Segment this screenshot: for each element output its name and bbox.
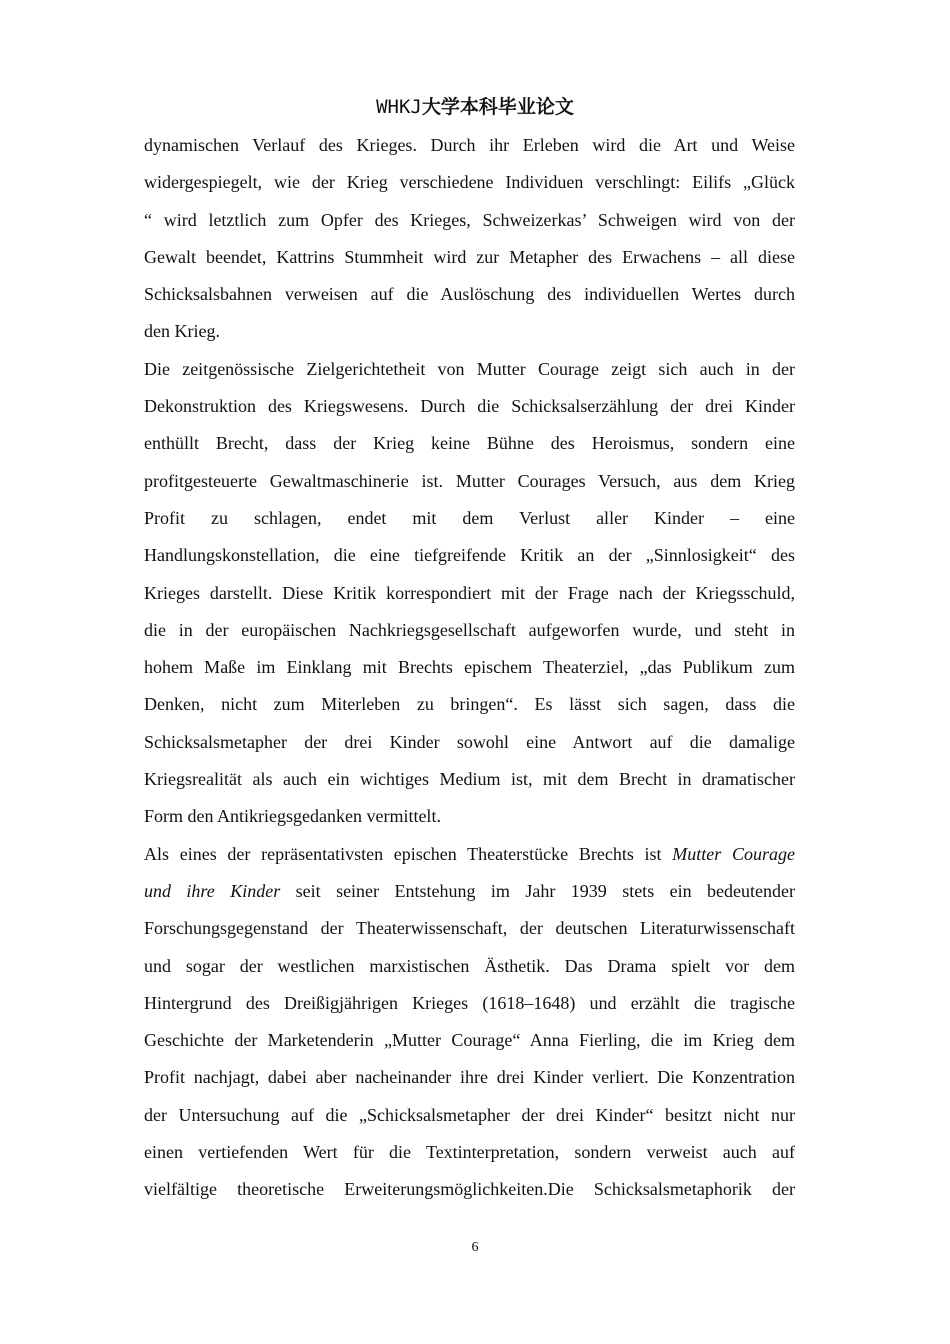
text-line: Schicksalsmetapher der drei Kinder sowohl eine Antwort auf die damalige	[144, 731, 795, 752]
text-line: Denken, nicht zum Miterleben zu bringen“. Es lässt sich sagen, dass die	[144, 694, 795, 715]
text-line: vielfältige theoretische Erweiterungsmöglichkeiten.Die Schicksalsmetaphorik der	[144, 1179, 795, 1200]
text-line: Profit nachjagt, dabei aber nacheinander ihre drei Kinder verliert. Die Konzentration	[144, 1067, 795, 1088]
text-line: den Krieg.	[144, 321, 220, 342]
text-line: hohem Maße im Einklang mit Brechts epischem Theaterziel, „das Publikum zum	[144, 657, 795, 678]
text-line: profitgesteuerte Gewaltmaschinerie ist. Mutter Courages Versuch, aus dem Krieg	[144, 470, 795, 491]
italic-title: Mutter Courage	[672, 843, 795, 864]
page-header	[0, 93, 950, 121]
text-line: einen vertiefenden Wert für die Textinterpretation, sondern verweist auch auf	[144, 1142, 795, 1163]
text-line: Profit zu schlagen, endet mit dem Verlust aller Kinder – eine	[144, 507, 795, 528]
text-line: Form den Antikriegsgedanken vermittelt.	[144, 806, 441, 827]
page-number: 6	[471, 1240, 479, 1255]
text-line: Gewalt beendet, Kattrins Stummheit wird zur Metapher des Erwachens – all diese	[144, 246, 795, 267]
text-line: Schicksalsbahnen verweisen auf die Auslöschung des individuellen Wertes durch	[144, 284, 795, 305]
text-line	[144, 873, 795, 910]
text-line: enthüllt Brecht, dass der Krieg keine Bühne des Heroismus, sondern eine	[144, 433, 795, 454]
text-fragment: seit seiner Entstehung im Jahr 1939 stets ein bedeutender	[280, 880, 795, 901]
text-fragment: Als eines der repräsentativsten epischen Theaterstücke Brechts ist	[144, 843, 673, 864]
text-line: widergespiegelt, wie der Krieg verschiedene Individuen verschlingt: Eilifs „Glück	[144, 172, 795, 193]
body-text	[144, 127, 795, 1209]
text-line: Krieges darstellt. Diese Kritik korrespondiert mit der Frage nach der Kriegsschuld,	[144, 582, 795, 603]
header-latin: WHKJ	[376, 96, 422, 118]
text-line: Hintergrund des Dreißigjährigen Krieges (1618–1648) und erzählt die tragische	[144, 992, 795, 1013]
text-line: die in der europäischen Nachkriegsgesellschaft aufgeworfen wurde, und steht in	[144, 619, 795, 640]
text-line: “ wird letztlich zum Opfer des Krieges, Schweizerkas’ Schweigen wird von der	[144, 209, 795, 230]
italic-title: und ihre Kinder	[144, 880, 281, 901]
text-line: Handlungskonstellation, die eine tiefgreifende Kritik an der „Sinnlosigkeit“ des	[144, 545, 795, 566]
text-line: Forschungsgegenstand der Theaterwissenschaft, der deutschen Literaturwissenschaft	[144, 918, 795, 939]
text-line: Dekonstruktion des Kriegswesens. Durch die Schicksalserzählung der drei Kinder	[144, 396, 795, 417]
text-line: Die zeitgenössische Zielgerichtetheit von Mutter Courage zeigt sich auch in der	[144, 358, 795, 379]
header-title: 大学本科毕业论文	[421, 96, 574, 118]
text-line: Kriegsrealität als auch ein wichtiges Medium ist, mit dem Brecht in dramatischer	[144, 769, 795, 790]
text-line: dynamischen Verlauf des Krieges. Durch ihr Erleben wird die Art und Weise	[144, 135, 795, 155]
text-line	[144, 836, 795, 873]
text-line: Geschichte der Marketenderin „Mutter Courage“ Anna Fierling, die im Krieg dem	[144, 1030, 795, 1051]
text-line: der Untersuchung auf die „Schicksalsmetapher der drei Kinder“ besitzt nicht nur	[144, 1104, 795, 1125]
text-line: und sogar der westlichen marxistischen Ästhetik. Das Drama spielt vor dem	[144, 955, 795, 976]
